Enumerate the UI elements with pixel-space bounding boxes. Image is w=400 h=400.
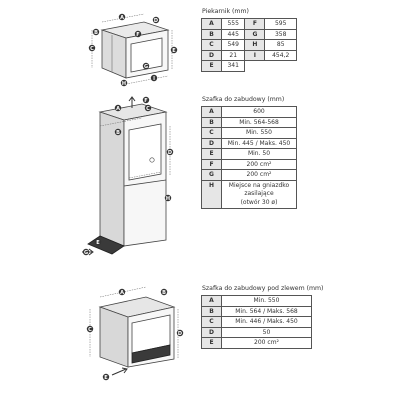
table-row [202,29,297,40]
dim-key: I [245,50,265,61]
dim-value: 200 cm² [222,159,297,170]
dim-value: 50 [222,327,312,338]
dimension-marker-label: A [116,105,120,112]
dimension-marker-label: D [153,17,159,24]
table-row [202,117,297,128]
table-row [202,317,312,328]
socket-note-line: zasilające [244,190,274,197]
table-row [202,180,297,209]
table-row [202,128,297,139]
dim-value: Min. 50 [222,149,297,160]
table-row [202,40,297,51]
dim-value: 595 [265,19,297,30]
oven-section-title: Piekarnik (mm) [202,8,249,15]
dimension-marker-label: B [162,289,166,296]
table-row [202,19,297,30]
dimension-marker-label: G [143,63,149,70]
dim-value: 600 [222,107,297,118]
dim-value: 200 cm² [222,170,297,181]
dim-value: 549 [222,40,245,51]
dim-key: C [202,40,222,51]
empty-cell [245,61,265,72]
dim-key: H [245,40,265,51]
dimension-marker-label: F [136,31,140,38]
dimension-marker-label: E [172,47,176,54]
table-row [202,170,297,181]
table-row [202,50,297,61]
dim-value: 85 [265,40,297,51]
sink-section-title: Szafka do zabudowy pod zlewem (mm) [202,285,324,292]
dim-value: 21 [222,50,245,61]
dimension-marker-label: H [165,195,171,202]
dim-key: C [202,317,222,328]
dim-key: B [202,306,222,317]
dim-key: A [202,107,222,118]
dim-value: 445 [222,29,245,40]
dim-value: Min. 550 [222,296,312,307]
dim-key: E [202,149,222,160]
dim-key: D [202,50,222,61]
dim-key: B [202,29,222,40]
dimension-marker-label: D [167,149,173,156]
table-row [202,306,312,317]
table-row [202,159,297,170]
dim-key: D [202,327,222,338]
dim-value: Min. 445 / Maks. 450 [222,138,297,149]
dimension-marker-label: C [88,326,92,333]
dimension-marker-label: A [120,14,124,21]
table-row [202,107,297,118]
cabinet-section-title: Szafka do zabudowy (mm) [202,96,285,103]
dim-value: Min. 550 [222,128,297,139]
dim-key: B [202,117,222,128]
dim-key: C [202,128,222,139]
dimension-marker-label: G [83,249,89,256]
dim-value: 358 [265,29,297,40]
dim-key: H [202,180,222,209]
cabinet-spec-table [201,106,297,209]
dimension-marker-label: A [120,289,124,296]
dimension-marker-label: E [96,239,100,246]
dim-value: 200 cm² [222,338,312,349]
dimension-marker-label: E [104,374,108,381]
dim-key: E [202,338,222,349]
dim-key: D [202,138,222,149]
dimension-marker-label: B [94,29,98,36]
empty-cell [265,61,297,72]
dim-value: 341 [222,61,245,72]
dimension-marker-label: B [116,129,120,136]
socket-note-line: Miejsce na gniazdko [228,181,290,189]
dim-value: Min. 564 / Maks. 568 [222,306,312,317]
oven-spec-table [201,18,297,72]
dimension-marker-label: F [144,97,148,104]
dim-value: Min. 446 / Maks. 450 [222,317,312,328]
dim-value: 555 [222,19,245,30]
dim-key: F [202,159,222,170]
dim-key: F [245,19,265,30]
dimension-marker-label: D [177,330,183,337]
sink-cabinet-dimension-diagram [82,285,192,385]
dimension-marker-label: C [146,105,150,112]
dim-value: 454,2 [265,50,297,61]
dimension-marker-label: C [90,45,94,52]
table-row [202,138,297,149]
dim-key: G [202,170,222,181]
socket-note-line: (otwór 30 ø) [240,198,278,206]
cabinet-dimension-diagram [82,96,182,262]
dim-key: A [202,19,222,30]
table-row [202,296,312,307]
dim-key: E [202,61,222,72]
dim-value [222,180,297,209]
dim-key: G [245,29,265,40]
dimension-marker-label: H [121,80,127,87]
oven-dimension-diagram [82,8,182,88]
sink-spec-table [201,295,312,349]
table-row [202,61,297,72]
table-row [202,327,312,338]
table-row [202,149,297,160]
table-row [202,338,312,349]
dim-key: A [202,296,222,307]
dimension-marker-label: I [153,75,155,82]
dim-value: Min. 564-568 [222,117,297,128]
